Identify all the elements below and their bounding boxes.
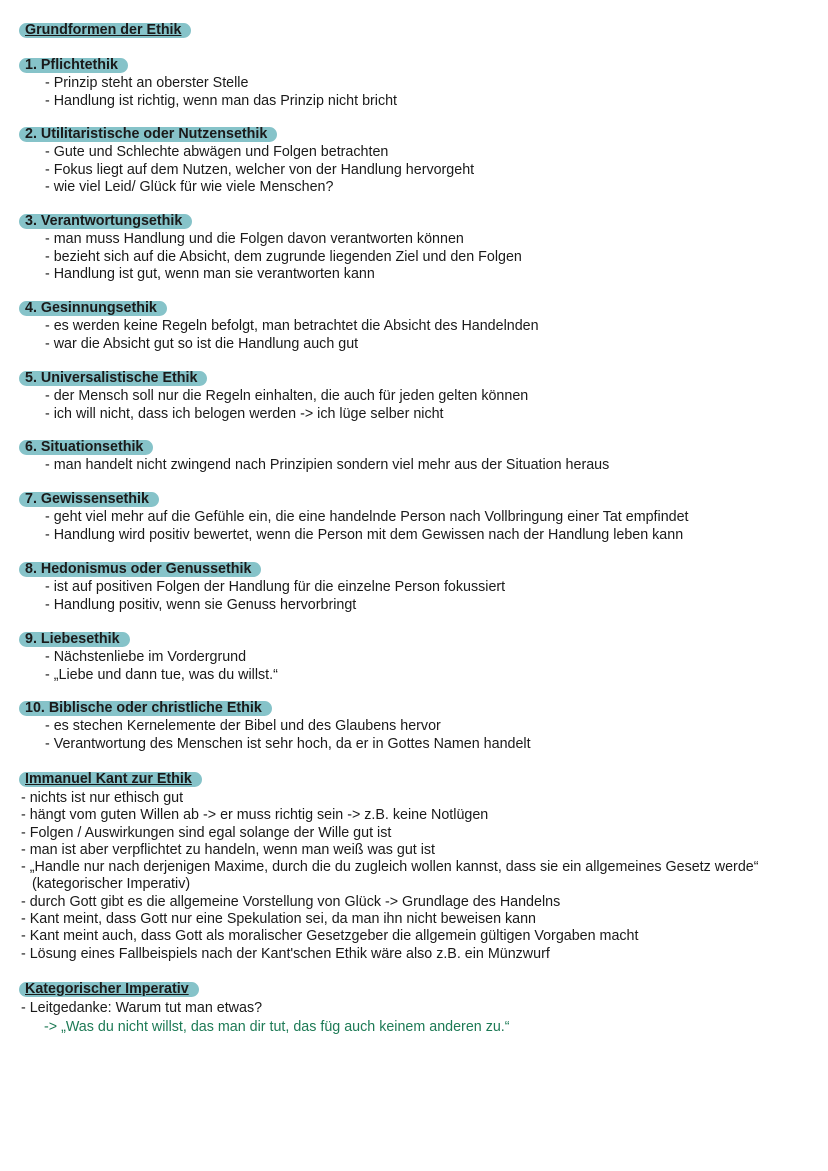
bullet-list bbox=[45, 579, 809, 614]
section-heading: 5. Universalistische Ethik bbox=[19, 371, 207, 386]
list-item: - Folgen / Auswirkungen sind egal solange der Wille gut ist bbox=[21, 824, 392, 841]
bullet-list bbox=[45, 457, 809, 475]
section-heading: 7. Gewissensethik bbox=[19, 492, 159, 507]
section-heading: 6. Situationsethik bbox=[19, 440, 153, 455]
title-heading: Grundformen der Ethik bbox=[19, 23, 191, 38]
kategorisch-heading: Kategorischer Imperativ bbox=[19, 982, 199, 997]
section-3 bbox=[19, 212, 809, 284]
section-5 bbox=[19, 369, 809, 423]
list-item: - Kant meint, dass Gott nur eine Spekulation sei, da man ihn nicht beweisen kann bbox=[21, 911, 536, 928]
section-8 bbox=[19, 560, 809, 614]
list-item: - wie viel Leid/ Glück für wie viele Menschen? bbox=[45, 179, 334, 195]
list-item: - durch Gott gibt es die allgemeine Vorstellung von Glück -> Grundlage des Handelns bbox=[21, 893, 561, 910]
bullet-list bbox=[45, 388, 809, 423]
list-item: - Fokus liegt auf dem Nutzen, welcher von der Handlung hervorgeht bbox=[45, 161, 475, 178]
list-item: - „Liebe und dann tue, was du willst.“ bbox=[45, 666, 278, 683]
section-heading: 1. Pflichtethik bbox=[19, 58, 128, 73]
section-1 bbox=[19, 56, 809, 110]
bullet-list bbox=[45, 718, 809, 753]
list-item: - Handlung ist richtig, wenn man das Prinzip nicht bricht bbox=[45, 92, 398, 109]
list-item: - Verantwortung des Menschen ist sehr hoch, da er in Gottes Namen handelt bbox=[45, 735, 531, 752]
list-item: - „Handle nur nach derjenigen Maxime, durch die du zugleich wollen kannst, dass sie ein allgemeines Gesetz werde“ (kategorischer Imperativ) bbox=[21, 859, 759, 893]
section-heading: 3. Verantwortungsethik bbox=[19, 214, 192, 229]
list-item: - Handlung wird positiv bewertet, wenn die Person mit dem Gewissen nach der Handlung leben kann bbox=[45, 526, 684, 543]
list-item: - man ist aber verpflichtet zu handeln, wenn man weiß was gut ist bbox=[21, 841, 436, 858]
list-item: - Gute und Schlechte abwägen und Folgen betrachten bbox=[45, 144, 389, 160]
bullet-list bbox=[45, 144, 809, 197]
list-item: - Handlung positiv, wenn sie Genuss hervorbringt bbox=[45, 596, 357, 613]
list-item: - man muss Handlung und die Folgen davon verantworten können bbox=[45, 231, 464, 247]
bullet-list bbox=[45, 318, 809, 353]
golden-rule-quote: -> „Was du nicht willst, das man dir tut, das füg auch keinem anderen zu.“ bbox=[44, 1018, 510, 1035]
section-heading: 4. Gesinnungsethik bbox=[19, 301, 167, 316]
section-heading: 8. Hedonismus oder Genussethik bbox=[19, 562, 261, 577]
section-4 bbox=[19, 299, 809, 353]
list-item: - Kant meint auch, dass Gott als moralischer Gesetzgeber die allgemein gültigen Vorgaben macht bbox=[21, 928, 639, 945]
section-heading: 2. Utilitaristische oder Nutzensethik bbox=[19, 127, 277, 142]
list-item: - Handlung ist gut, wenn man sie verantworten kann bbox=[45, 266, 375, 282]
list-item: - Nächstenliebe im Vordergrund bbox=[45, 649, 247, 665]
kant-list bbox=[21, 790, 809, 963]
section-6 bbox=[19, 438, 809, 475]
list-item: - es werden keine Regeln befolgt, man betrachtet die Absicht des Handelnden bbox=[45, 318, 539, 334]
kant-section bbox=[19, 770, 809, 963]
section-2 bbox=[19, 125, 809, 197]
section-heading: 10. Biblische oder christliche Ethik bbox=[19, 701, 272, 716]
kategorischer-imperativ-section bbox=[19, 980, 809, 1036]
bullet-list bbox=[45, 231, 809, 284]
list-item: - Prinzip steht an oberster Stelle bbox=[45, 75, 249, 91]
kant-heading: Immanuel Kant zur Ethik bbox=[19, 772, 202, 787]
list-item: - man handelt nicht zwingend nach Prinzipien sondern viel mehr aus der Situation heraus bbox=[45, 457, 610, 473]
bullet-list bbox=[45, 75, 809, 110]
section-7 bbox=[19, 490, 809, 544]
section-9 bbox=[19, 630, 809, 684]
list-item: - es stechen Kernelemente der Bibel und des Glaubens hervor bbox=[45, 718, 441, 734]
list-item: - hängt vom guten Willen ab -> er muss richtig sein -> z.B. keine Notlügen bbox=[21, 807, 489, 824]
leitgedanke-line: - Leitgedanke: Warum tut man etwas? bbox=[21, 1000, 263, 1016]
bullet-list bbox=[45, 649, 809, 684]
list-item: - war die Absicht gut so ist die Handlung auch gut bbox=[45, 335, 359, 352]
list-item: - der Mensch soll nur die Regeln einhalten, die auch für jeden gelten können bbox=[45, 388, 529, 404]
list-item: - ich will nicht, dass ich belogen werden -> ich lüge selber nicht bbox=[45, 405, 444, 422]
list-item: - Lösung eines Fallbeispiels nach der Kant'schen Ethik wäre also z.B. ein Münzwurf bbox=[21, 945, 550, 962]
section-heading: 9. Liebesethik bbox=[19, 632, 130, 647]
list-item: - nichts ist nur ethisch gut bbox=[21, 790, 184, 806]
bullet-list bbox=[45, 509, 809, 544]
list-item: - bezieht sich auf die Absicht, dem zugrunde liegenden Ziel und den Folgen bbox=[45, 248, 522, 265]
list-item: - ist auf positiven Folgen der Handlung für die einzelne Person fokussiert bbox=[45, 579, 506, 595]
document-title bbox=[19, 21, 191, 39]
list-item: - geht viel mehr auf die Gefühle ein, die eine handelnde Person nach Vollbringung einer Tat empfindet bbox=[45, 509, 689, 525]
section-10 bbox=[19, 699, 809, 753]
